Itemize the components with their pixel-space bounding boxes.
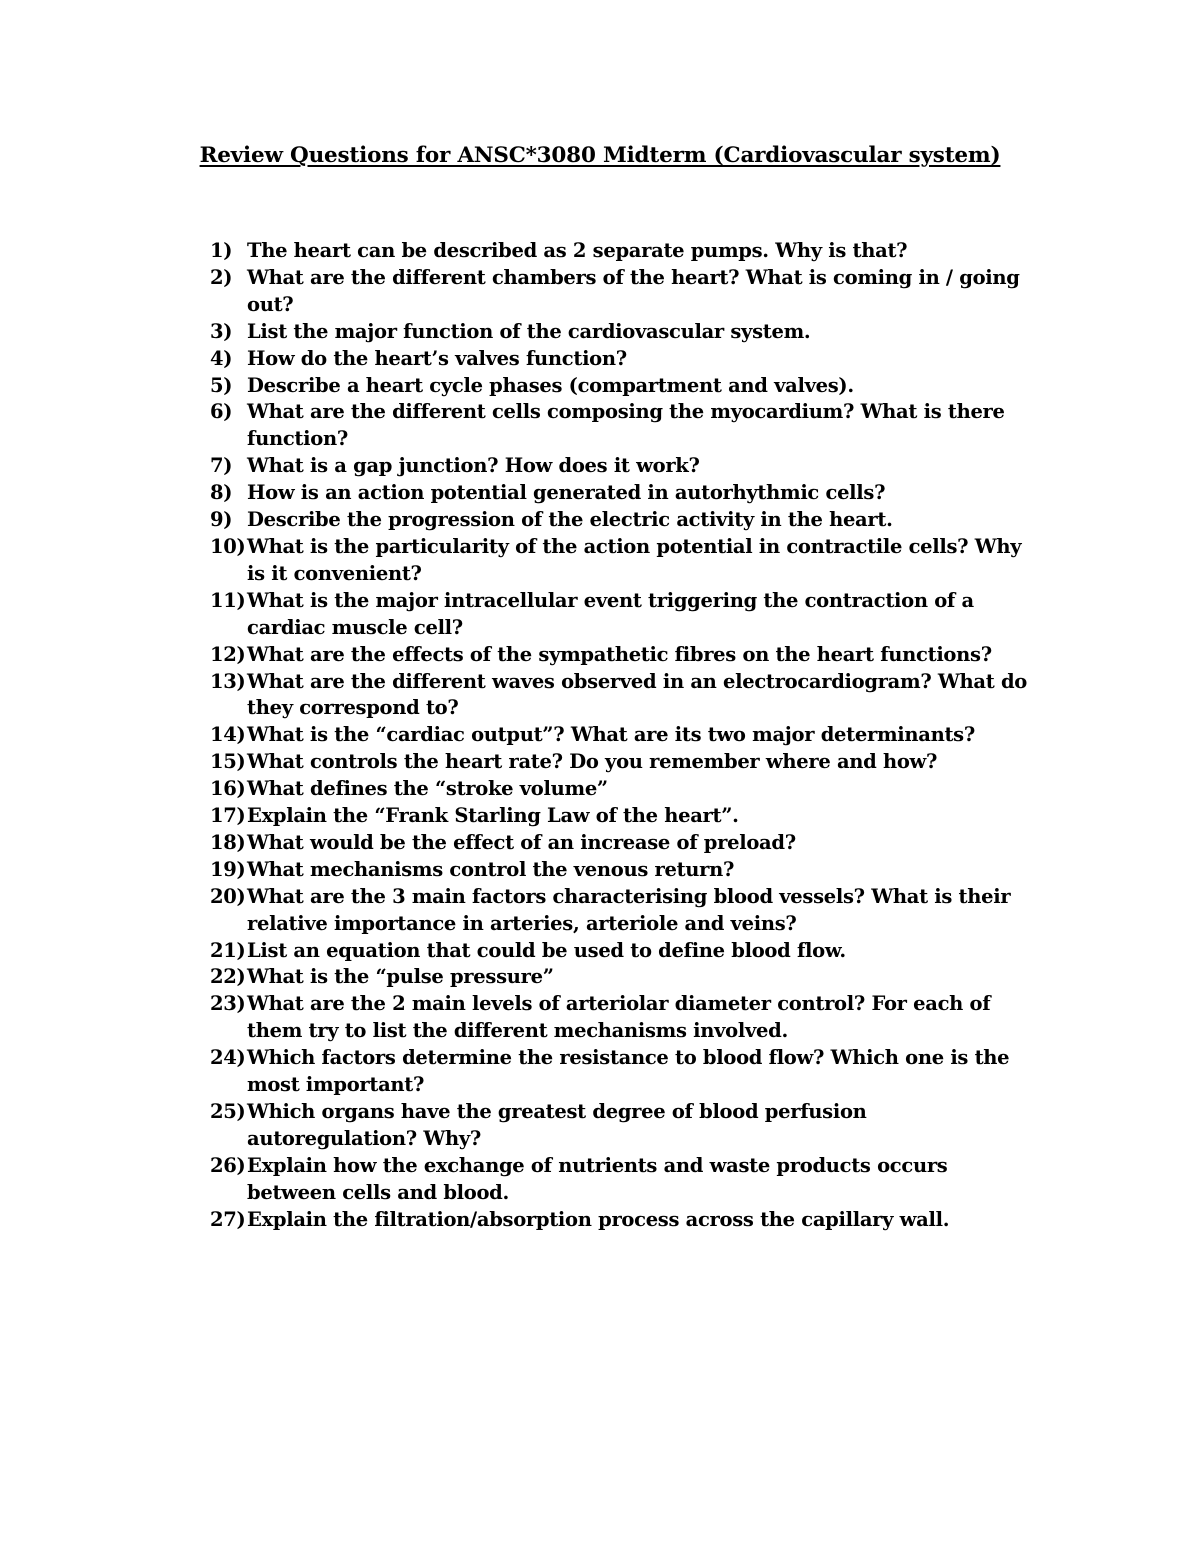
question-number: 27): [210, 1207, 246, 1231]
question-text: Which factors determine the resistance to blood flow? Which one is the most important?: [247, 1046, 1010, 1097]
question-number: 5): [210, 373, 233, 397]
question-number: 1): [210, 239, 233, 262]
question-text: What are the effects of the sympathetic fibres on the heart functions?: [247, 642, 992, 666]
question-text: What mechanisms control the venous return?: [247, 857, 735, 881]
question-text: Explain the “Frank Starling Law of the heart”.: [247, 804, 739, 828]
question-item: [210, 1207, 1030, 1234]
question-list: [210, 238, 1030, 1234]
question-number: 7): [210, 454, 233, 478]
question-number: 11): [210, 588, 246, 612]
question-number: 21): [210, 938, 246, 962]
question-text: Explain how the exchange of nutrients and waste products occurs between cells and blood.: [247, 1153, 948, 1204]
question-number: 20): [210, 884, 246, 908]
question-item: [210, 803, 1030, 830]
question-item: [210, 1099, 1030, 1153]
question-item: [210, 749, 1030, 776]
question-text: What is a gap junction? How does it work?: [247, 454, 700, 478]
question-number: 3): [210, 319, 233, 343]
question-text: List the major function of the cardiovascular system.: [247, 319, 811, 343]
question-item: [210, 964, 1030, 991]
question-item: [210, 722, 1030, 749]
question-text: What controls the heart rate? Do you remember where and how?: [247, 750, 938, 774]
question-text: What are the 3 main factors characterising blood vessels? What is their relative importance in arteries, arteriole and veins?: [247, 884, 1011, 935]
question-number: 14): [210, 723, 246, 747]
question-text: What is the “cardiac output”? What are its two major determinants?: [247, 723, 975, 747]
question-number: 22): [210, 965, 246, 989]
question-text: What is the particularity of the action potential in contractile cells? Why is it convenient?: [247, 534, 1022, 585]
question-number: 10): [210, 534, 246, 558]
question-text: What are the different cells composing the myocardium? What is there function?: [247, 400, 1005, 451]
question-number: 15): [210, 750, 246, 774]
question-text: The heart can be described as 2 separate pumps. Why is that?: [247, 239, 908, 262]
question-item: [210, 938, 1030, 965]
question-number: 17): [210, 804, 246, 828]
question-text: Explain the filtration/absorption process across the capillary wall.: [247, 1207, 950, 1231]
question-text: What defines the “stroke volume”: [247, 777, 608, 801]
question-item: [210, 1153, 1030, 1207]
question-number: 16): [210, 777, 246, 801]
question-item: [210, 265, 1030, 319]
question-number: 23): [210, 992, 246, 1016]
question-number: 4): [210, 346, 233, 370]
question-number: 25): [210, 1100, 246, 1123]
question-item: [210, 857, 1030, 884]
document-title: Review Questions for ANSC*3080 Midterm (Cardiovascular system): [199, 143, 1001, 168]
question-text: Describe a heart cycle phases (compartment and valves).: [247, 373, 854, 397]
question-item: [210, 507, 1030, 534]
question-number: 6): [210, 400, 233, 424]
question-number: 9): [210, 508, 233, 532]
question-text: What are the different chambers of the heart? What is coming in / going out?: [247, 265, 1020, 316]
question-number: 18): [210, 830, 246, 854]
question-number: 8): [210, 481, 233, 505]
question-item: [210, 373, 1030, 400]
question-item: [210, 991, 1030, 1045]
question-item: [210, 588, 1030, 642]
question-text: How is an action potential generated in autorhythmic cells?: [247, 481, 886, 505]
question-text: Describe the progression of the electric activity in the heart.: [247, 508, 893, 532]
question-number: 24): [210, 1046, 246, 1070]
question-item: [210, 830, 1030, 857]
question-item: [210, 399, 1030, 453]
question-item: [210, 884, 1030, 938]
question-text: What is the “pulse pressure”: [247, 965, 554, 989]
question-item: [210, 319, 1030, 346]
question-item: [210, 238, 1030, 265]
question-number: 13): [210, 669, 246, 693]
question-item: [210, 480, 1030, 507]
question-item: [210, 669, 1030, 723]
question-item: [210, 642, 1030, 669]
question-item: [210, 453, 1030, 480]
question-text: What would be the effect of an increase of preload?: [247, 830, 796, 854]
question-text: How do the heart’s valves function?: [247, 346, 627, 370]
question-item: [210, 346, 1030, 373]
question-number: 2): [210, 265, 233, 289]
question-text: What are the different waves observed in an electrocardiogram? What do they correspond to?: [247, 669, 1027, 720]
question-item: [210, 776, 1030, 803]
question-number: 26): [210, 1153, 246, 1177]
question-number: 19): [210, 857, 246, 881]
question-text: Which organs have the greatest degree of blood perfusion autoregulation? Why?: [247, 1100, 867, 1150]
question-number: 12): [210, 642, 246, 666]
question-text: What are the 2 main levels of arteriolar diameter control? For each of them try to list the different mechanisms involved.: [247, 992, 991, 1043]
question-text: What is the major intracellular event triggering the contraction of a cardiac muscle cell?: [247, 588, 974, 639]
question-item: [210, 1045, 1030, 1099]
question-text: List an equation that could be used to define blood flow.: [247, 938, 846, 962]
question-item: [210, 534, 1030, 588]
